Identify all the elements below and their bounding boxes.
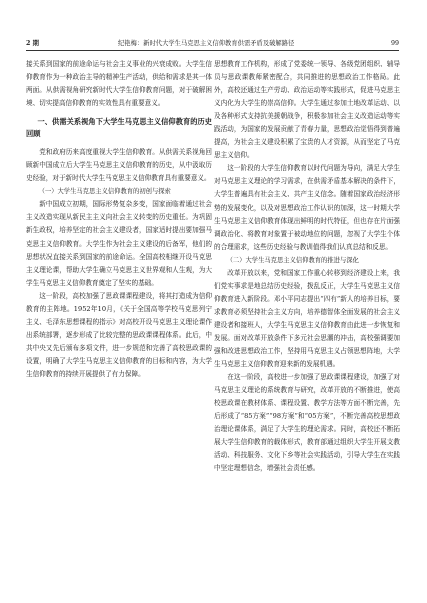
page-number: 99 bbox=[390, 40, 399, 47]
right-column bbox=[214, 58, 400, 594]
left-column bbox=[26, 58, 212, 594]
paragraph: 这一阶段的大学生信仰教育以时代问题为导向，满足大学生对马克思主义理论的学习需求，在供需矛盾基本解决的条件下，大学生普遍具有社会主义、共产主义信念。随着国家政治经济形势的发展变化，以及对思想政治工作认识的加深，这一时期大学生马克思主义信仰教育体现出鲜明的时代特征，但也存在片面强调政治化、将教育对象置于被动地位的问题，忽视了大学生个体的合理需求，这些历史经验与教训值得我们认真总结和反思。 bbox=[214, 164, 400, 251]
issue-label: 2 期 bbox=[26, 40, 39, 47]
page-header bbox=[26, 38, 399, 51]
paragraph: 新中国成立初期，国际形势复杂多变，国家面临着通过社会主义改造实现从新民主主义向社会主义转变的历史重任。为巩固新生政权，培养坚定的社会主义建设者，国家适时提出要加强马克思主义信仰教育。大学生作为社会主义建设的后备军，他们的思想状况直接关系到国家的前途命运。全国高校相继开设马克思主义理论课，帮助大学生确立马克思主义世界观和人生观，为大学生马克思主义信仰教育奠定了坚实的基础。 bbox=[26, 200, 212, 287]
paragraph: 改革开放以来，党和国家工作重心转移到经济建设上来，我们党实事求是地总结历史经验，拨乱反正，大学生马克思主义信仰教育进入新阶段。邓小平同志提出“四有”新人的培养目标，要求教育必须坚持社会主义方向，培养德智体全面发展的社会主义建设者和接班人，大学生马克思主义信仰教育由此进一步恢复和发展。面对改革开放条件下多元社会思潮的冲击，高校强调要加强和改进思想政治工作，坚持用马克思主义占领思想阵地，大学生马克思主义信仰教育迎来新的发展机遇。 bbox=[214, 268, 400, 369]
paragraph: 在这一阶段，高校进一步加强了思政课课程建设，加强了对马克思主义理论的系统教育与研究，改革开放的不断推进，使高校思政课在教材体系、课程设置、教学方法等方面不断完善，先后形成了“85方案”“98方案”和“05方案”，不断完善高校思想政治理论课体系，满足了大学生的理论需求。同时，高校还不断拓展大学生信仰教育的载体形式，教育部通过组织大学生开展支教活动、科技服务、文化下乡等社会实践活动，引导大学生在实践中坚定理想信念，增强社会责任感。 bbox=[214, 373, 400, 473]
running-title: 纪艳梅：新时代大学生马克思主义信仰教育供需矛盾及破解路径 bbox=[118, 40, 295, 47]
paragraph: 这一阶段，高校加强了思政课课程建设，将其打造成为信仰教育的主阵地。1952年10月，《关于全国高等学校马克思列宁主义、毛泽东思想课程的指示》对高校开设马克思主义理论课作出系统部署，逐步形成了比较完整的思政课课程体系。此后，中共中央又先后颁布多项文件，进一步规范和完善了高校思政课的设置，明确了大学生马克思主义信仰教育的目标和内容，为大学生信仰教育的持续开展提供了有力保障。 bbox=[26, 291, 212, 378]
paragraph: 思想教育工作机构，形成了党委统一领导、各级党团组织、辅导员与思政课教师紧密配合，共同推进的思想政治工作格局。此外，高校还通过生产劳动、政治运动等实践形式，促进马克思主义内化为大学生的崇高信仰。大学生通过参加土地改革运动、以及各种形式支持抗美援朝战争，积极参加社会主义改造运动等实践活动，为国家的发展贡献了青春力量，思想政治觉悟得到普遍提高，为社会主义建设积累了宝贵的人才资源，从而坚定了马克思主义信仰。 bbox=[214, 60, 400, 160]
section-title: 一、供需关系视角下大学生马克思主义信仰教育的历史回顾 bbox=[26, 117, 212, 139]
intro-paragraph: 接关系到国家的前途命运与社会主义事业的兴衰成败。大学生信仰教育作为一种政治主导的精神生产活动，供给和需求是其一体两面。从供需视角研究新时代大学生信仰教育问题，对于破解困境、切实提高信仰教育的实效性具有重要意义。 bbox=[26, 60, 212, 108]
subsection-title: （二）大学生马克思主义信仰教育的推进与深化 bbox=[226, 256, 359, 264]
subsection-title: （一）大学生马克思主义信仰教育的初创与探索 bbox=[38, 188, 171, 196]
paragraph: 党和政府历来高度重视大学生信仰教育。从供需关系视角回顾新中国成立后大学生马克思主义信仰教育的历史，从中汲取历史经验，对于新时代大学生马克思主义信仰教育具有重要意义。 bbox=[26, 148, 212, 183]
